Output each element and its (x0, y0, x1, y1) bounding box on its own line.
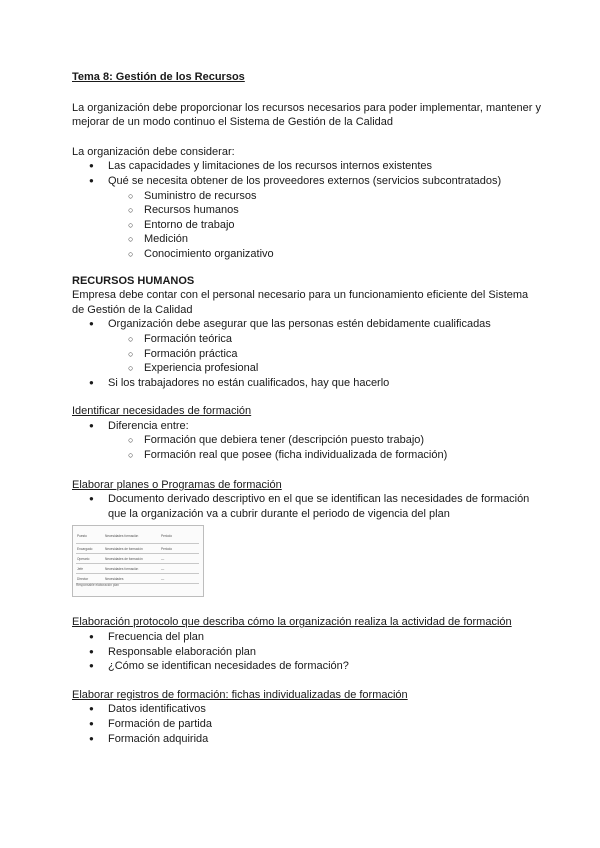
registros-list (72, 702, 542, 746)
sub-list-item: ○ Conocimiento organizativo (72, 247, 542, 262)
necesidades-list (72, 419, 542, 463)
rrhh-text: Empresa debe contar con el personal necesario para un funcionamiento eficiente del Sistema de Gestión de la Calidad (72, 289, 529, 316)
table-cell: Director (77, 576, 89, 581)
sub-list-item: ○ Medición (72, 232, 542, 247)
sub-list-item: ○ Recursos humanos (72, 203, 542, 218)
sub-list-item: ○ Formación práctica (72, 347, 542, 362)
sub-list-item: ○ Formación que debiera tener (descripción puesto trabajo) (72, 433, 542, 448)
table-header-cell: Puesto (77, 534, 87, 539)
training-plan-table (76, 529, 199, 584)
list-item-text: Qué se necesita obtener de los proveedores externos (servicios subcontratados) (108, 174, 502, 187)
table-cell: Necesidades de formación (105, 556, 143, 561)
consider-list (72, 159, 542, 261)
list-item: ● Datos identificativos (72, 702, 542, 717)
consider-lead: La organización debe considerar: (72, 145, 235, 158)
table-row (76, 544, 199, 554)
table-row (76, 564, 199, 574)
protocolo-heading: Elaboración protocolo que describa cómo la organización realiza la actividad de formación (72, 616, 512, 629)
sub-list-item: ○ Formación teórica (72, 332, 542, 347)
table-cell: Periodo (161, 546, 172, 551)
list-item: ● ¿Cómo se identifican necesidades de formación? (72, 659, 542, 674)
table-cell: Operario (77, 556, 90, 561)
rrhh-heading: RECURSOS HUMANOS (72, 274, 195, 287)
sub-list-item: ○ Experiencia profesional (72, 361, 542, 376)
sub-list-item: ○ Entorno de trabajo (72, 218, 542, 233)
table-cell: — (161, 576, 165, 581)
table-cell: Encargado (77, 546, 93, 551)
sub-list (108, 433, 542, 462)
table-footer: Responsable elaboración plan (76, 582, 119, 587)
table-cell: Necesidades (105, 576, 124, 581)
sub-list (108, 332, 542, 376)
list-item: ● Documento derivado descriptivo en el que se identifican las necesidades de formación que la organización va a cubrir durante el periodo de vigencia del plan (72, 492, 542, 521)
list-item: ● Formación adquirida (72, 732, 542, 747)
table-header-cell: Necesidades formación (105, 534, 139, 539)
list-item: ● Frecuencia del plan (72, 630, 542, 645)
page-title: Tema 8: Gestión de los Recursos (72, 71, 245, 83)
list-item: ● Responsable elaboración plan (72, 645, 542, 660)
planes-list (72, 492, 542, 521)
list-item-text: Diferencia entre: (108, 419, 189, 432)
list-item (72, 174, 542, 262)
sub-list-item: ○ Formación real que posee (ficha individualizada de formación) (72, 448, 542, 463)
document-page (72, 70, 542, 746)
sub-list (108, 189, 542, 262)
table-cell: Necesidades formación (105, 566, 139, 571)
table-cell: — (161, 556, 165, 561)
training-plan-table-image (72, 525, 204, 597)
list-item (72, 419, 542, 463)
necesidades-heading: Identificar necesidades de formación (72, 405, 252, 418)
table-cell: Necesidades de formación (105, 546, 143, 551)
table-cell: — (161, 566, 165, 571)
table-header-cell: Periodo (161, 534, 172, 539)
list-item: ● Las capacidades y limitaciones de los recursos internos existentes (72, 159, 542, 174)
table-header-row (76, 529, 199, 544)
rrhh-list (72, 317, 542, 390)
list-item: ● Formación de partida (72, 717, 542, 732)
registros-heading: Elaborar registros de formación: fichas individualizadas de formación (72, 688, 408, 701)
list-item (72, 317, 542, 375)
sub-list-item: ○ Suministro de recursos (72, 189, 542, 204)
list-item: ● Si los trabajadores no están cualificados, hay que hacerlo (72, 376, 542, 391)
table-cell: Jefe (77, 566, 84, 571)
table-row (76, 554, 199, 564)
list-item-text: Organización debe asegurar que las personas estén debidamente cualificadas (108, 318, 491, 331)
protocolo-list (72, 630, 542, 674)
planes-heading: Elaborar planes o Programas de formación (72, 478, 282, 491)
intro-paragraph: La organización debe proporcionar los recursos necesarios para poder implementar, mantener y mejorar de un modo continuo el Sistema de Gestión de la Calidad (72, 101, 541, 129)
